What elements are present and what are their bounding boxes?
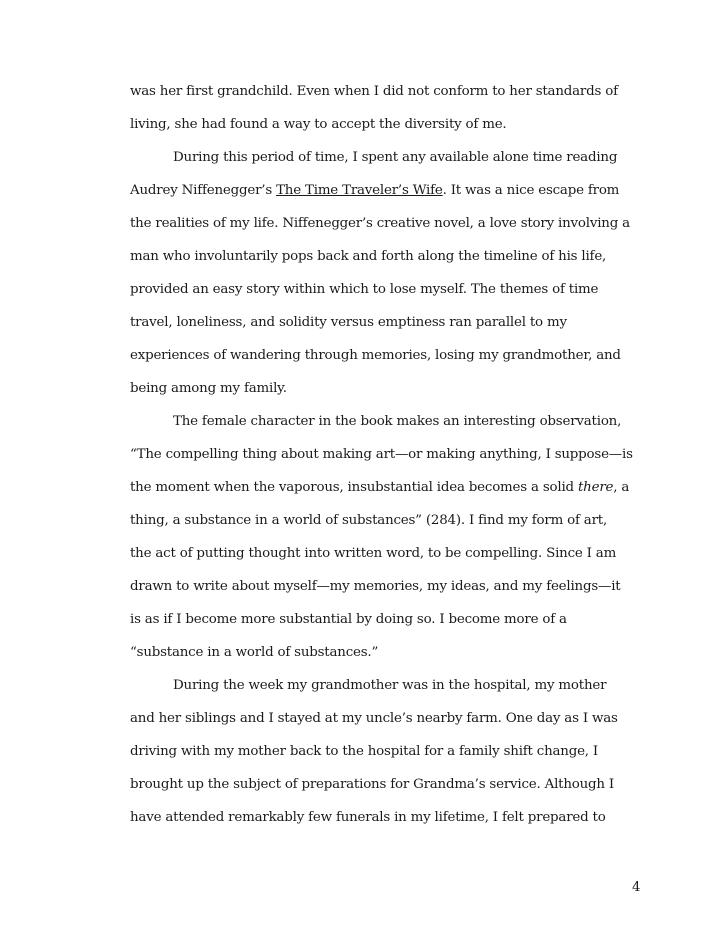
text-line-23: have attended remarkably few funerals in my lifetime, I felt prepared to	[130, 810, 606, 825]
text-line-15: the act of putting thought into written word, to be compelling. Since I am	[130, 546, 617, 561]
text-line-4-start: Audrey Niffenegger’s	[130, 183, 277, 198]
text-line-22: brought up the subject of preparations for Grandma’s service. Although I	[130, 777, 614, 792]
text-line-5: the realities of my life. Niffenegger’s creative novel, a love story involving a	[130, 216, 630, 231]
text-line-13-start: the moment when the vaporous, insubstantial idea becomes a solid	[130, 480, 578, 495]
text-line-14: thing, a substance in a world of substances” (284). I find my form of art,	[130, 513, 608, 528]
text-line-18: “substance in a world of substances.”	[130, 645, 379, 660]
text-line-4	[130, 181, 619, 201]
text-line-4-end: . It was a nice escape from	[442, 183, 620, 198]
text-line-3: During this period of time, I spent any available alone time reading	[173, 150, 618, 165]
text-line-17: is as if I become more substantial by doing so. I become more of a	[130, 612, 567, 627]
text-line-21: driving with my mother back to the hospital for a family shift change, I	[130, 744, 598, 759]
text-line-13	[130, 478, 629, 498]
text-line-2: living, she had found a way to accept the diversity of me.	[130, 117, 507, 132]
text-line-16: drawn to write about myself—my memories, my ideas, and my feelings—it	[130, 579, 621, 594]
page-number: 4	[632, 880, 641, 895]
text-line-12: “The compelling thing about making art—or making anything, I suppose—is	[130, 447, 633, 462]
text-line-19: During the week my grandmother was in the hospital, my mother	[173, 678, 607, 693]
text-line-10: being among my family.	[130, 381, 287, 396]
text-line-9: experiences of wandering through memories, losing my grandmother, and	[130, 348, 621, 363]
text-line-20: and her siblings and I stayed at my uncle’s nearby farm. One day as I was	[130, 711, 618, 726]
text-line-11: The female character in the book makes an interesting observation,	[173, 414, 622, 429]
text-line-7: provided an easy story within which to lose myself. The themes of time	[130, 282, 599, 297]
text-line-6: man who involuntarily pops back and forth along the timeline of his life,	[130, 249, 607, 264]
emphasized-word: there	[577, 480, 614, 495]
text-line-8: travel, loneliness, and solidity versus emptiness ran parallel to my	[130, 315, 567, 330]
book-title: The Time Traveler’s Wife	[276, 183, 443, 198]
text-line-1: was her first grandchild. Even when I did not conform to her standards of	[130, 84, 618, 99]
text-line-13-end: , a	[613, 480, 630, 495]
